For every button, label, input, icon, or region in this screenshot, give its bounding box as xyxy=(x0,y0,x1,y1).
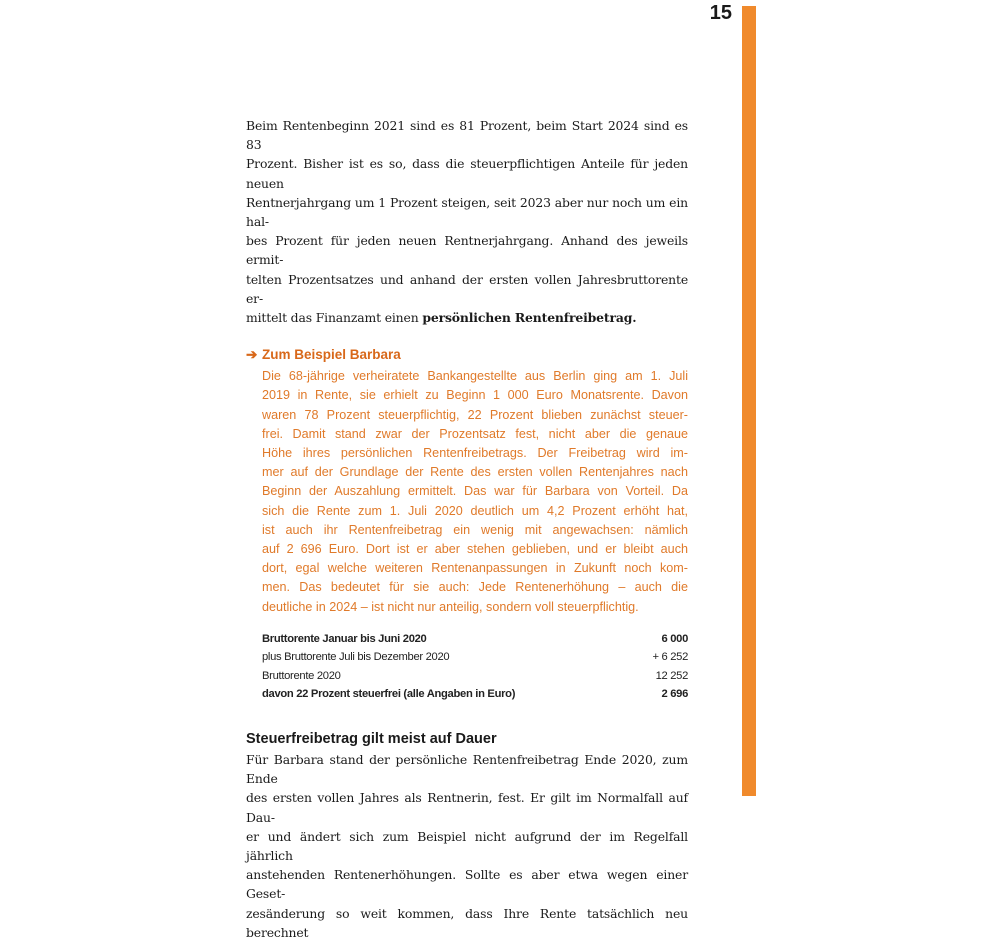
section-line: Für Barbara stand der persönliche Rentenfreibetrag Ende 2020, zum Ende xyxy=(246,752,688,787)
page-number: 15 xyxy=(709,2,732,24)
row-label: davon 22 Prozent steuerfrei (alle Angaben in Euro) xyxy=(262,687,516,700)
example-line: ist auch ihr Rentenfreibetrag ein wenig mit angewachsen: nämlich xyxy=(262,522,688,537)
intro-line xyxy=(246,308,688,327)
intro-line: Rentnerjahrgang um 1 Prozent steigen, seit 2023 aber nur noch um ein hal- xyxy=(246,194,688,230)
intro-line: Beim Rentenbeginn 2021 sind es 81 Prozent, beim Start 2024 sind es 83 xyxy=(246,118,688,153)
section-line: er und ändert sich zum Beispiel nicht aufgrund der im Regelfall jährlich xyxy=(246,828,688,864)
section-line: des ersten vollen Jahres als Rentnerin, fest. Er gilt im Normalfall auf Dau- xyxy=(246,790,688,825)
row-label: Bruttorente Januar bis Juni 2020 xyxy=(262,633,427,646)
example-line: dort, egal welche weiteren Rentenanpassungen in Zukunft noch kom- xyxy=(262,561,688,576)
section-line: anstehenden Rentenerhöhungen. Sollte es aber etwa wegen einer Geset- xyxy=(246,867,688,902)
example-line: Beginn der Auszahlung ermittelt. Das war für Barbara von Vorteil. Da xyxy=(262,484,688,499)
intro-line: telten Prozentsatzes und anhand der ersten vollen Jahresbruttorente er- xyxy=(246,271,688,306)
intro-last-text: mittelt das Finanzamt einen xyxy=(246,310,423,326)
example-line: deutliche in 2024 – ist nicht nur anteilig, sondern voll steuerpflichtig. xyxy=(262,599,639,614)
example-line: men. Das bedeutet für sie auch: Jede Rentenerhöhung – auch die xyxy=(262,580,688,595)
intro-bold-term: persönlichen Rentenfreibetrag. xyxy=(422,310,637,326)
example-line: 2019 in Rente, sie erhielt zu Beginn 1 000 Euro Monatsrente. Davon xyxy=(262,388,688,403)
section-line: zesänderung so weit kommen, dass Ihre Rente tatsächlich neu berechnet xyxy=(246,905,688,940)
example-line: Die 68-jährige verheiratete Bankangestellte aus Berlin ging am 1. Juli xyxy=(262,369,688,384)
example-line: frei. Damit stand zwar der Prozentsatz fest, nicht aber die genaue xyxy=(262,426,688,441)
table-row xyxy=(262,648,688,666)
row-value: + 6 252 xyxy=(652,651,688,664)
intro-line: bes Prozent für jeden neuen Rentnerjahrgang. Anhand des jeweils ermit- xyxy=(246,233,688,268)
intro-paragraph xyxy=(246,116,688,327)
example-heading xyxy=(246,346,688,364)
example-line: sich die Rente zum 1. Juli 2020 deutlich um 4,2 Prozent erhöht hat, xyxy=(262,503,688,518)
table-row xyxy=(262,666,688,684)
table-row xyxy=(262,630,688,648)
example-heading-text: Zum Beispiel Barbara xyxy=(262,347,401,363)
arrow-icon: ➔ xyxy=(246,347,258,363)
example-line: auf 2 696 Euro. Dort ist er aber stehen geblieben, und er bleibt auch xyxy=(262,542,688,557)
row-value: 2 696 xyxy=(661,687,688,700)
page-content xyxy=(246,116,688,942)
example-paragraph xyxy=(262,367,688,617)
example-line: waren 78 Prozent steuerpflichtig, 22 Prozent blieben zunächst steuer- xyxy=(262,407,688,422)
row-value: 12 252 xyxy=(655,669,688,682)
section-paragraph xyxy=(246,750,688,942)
row-label: plus Bruttorente Juli bis Dezember 2020 xyxy=(262,651,450,664)
orange-side-bar xyxy=(742,6,756,796)
table-row xyxy=(262,685,688,703)
row-value: 6 000 xyxy=(661,633,688,646)
example-line: Höhe ihres persönlichen Rentenfreibetrags. Der Freibetrag wird im- xyxy=(262,446,688,461)
row-label: Bruttorente 2020 xyxy=(262,669,341,682)
section-heading: Steuerfreibetrag gilt meist auf Dauer xyxy=(246,731,497,748)
example-line: mer auf der Grundlage der Rente des ersten vollen Rentenjahres nach xyxy=(262,465,688,480)
intro-line: Prozent. Bisher ist es so, dass die steuerpflichtigen Anteile für jeden neuen xyxy=(246,156,688,191)
calculation-table xyxy=(262,630,688,703)
